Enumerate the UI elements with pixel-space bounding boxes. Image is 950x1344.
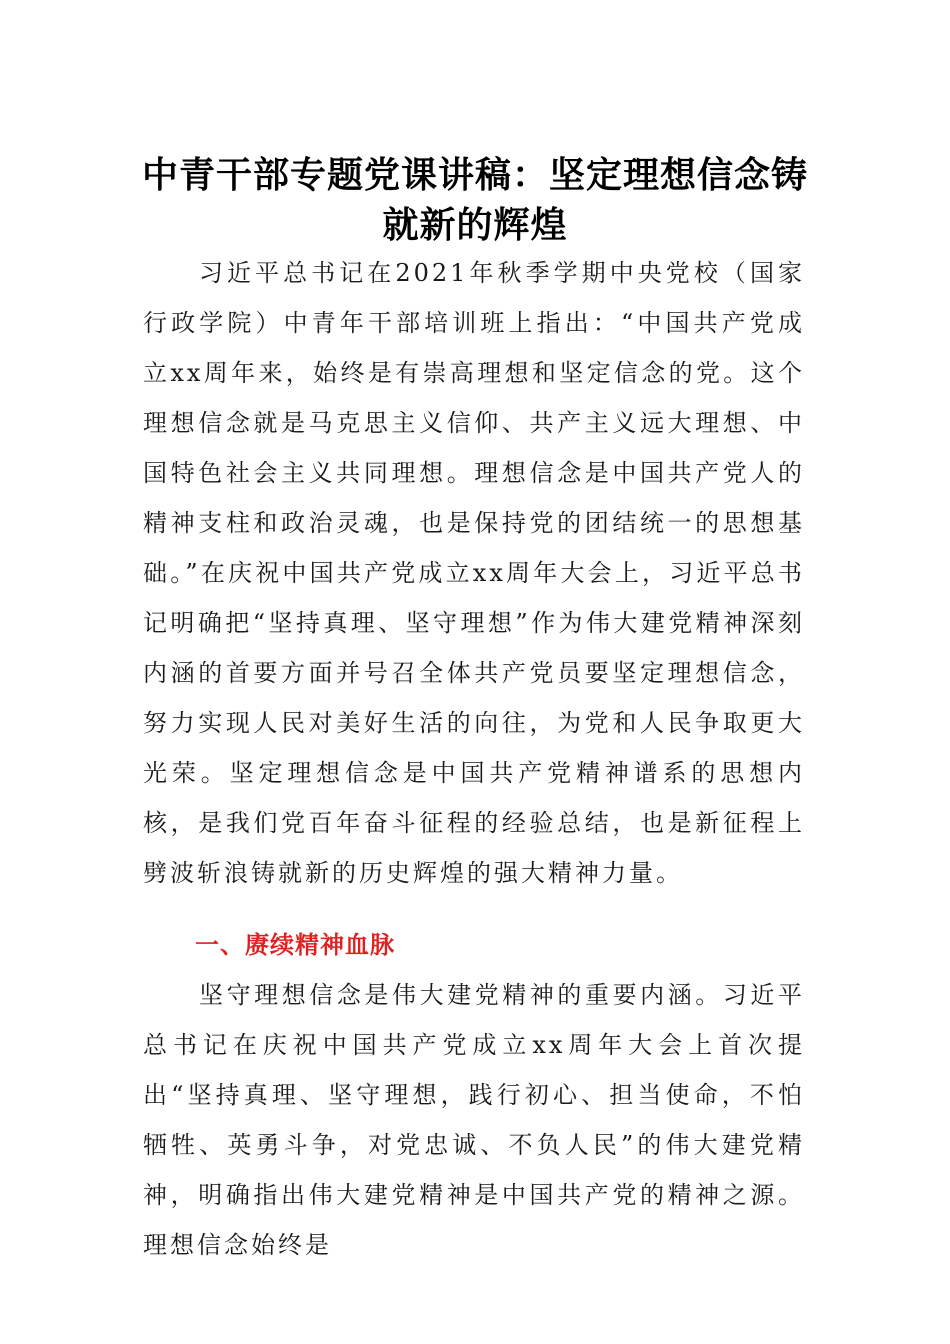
body-paragraph-1-container xyxy=(143,248,805,898)
document-title: 中青干部专题党课讲稿：坚定理想信念铸就新的辉煌 xyxy=(141,154,808,246)
section-heading: 一、赓续精神血脉 xyxy=(195,931,395,959)
body-paragraph: 习近平总书记在2021年秋季学期中央党校（国家行政学院）中青年干部培训班上指出：“中国共产党成立xx周年来，始终是有崇高理想和坚定信念的党。这个理想信念就是马克思主义信仰、共产主义远大理想、中国特色社会主义共同理想。理想信念是中国共产党人的精神支柱和政治灵魂，也是保持党的团结统一的思想基础。”在庆祝中国共产党成立xx周年大会上，习近平总书记明确把“坚持真理、坚守理想”作为伟大建党精神深刻内涵的首要方面并号召全体共产党员要坚定理想信念，努力实现人民对美好生活的向往，为党和人民争取更大光荣。坚定理想信念是中国共产党精神谱系的思想内核，是我们党百年奋斗征程的经验总结，也是新征程上劈波斩浪铸就新的历史辉煌的强大精神力量。 xyxy=(143,259,805,887)
body-paragraph: 坚守理想信念是伟大建党精神的重要内涵。习近平总书记在庆祝中国共产党成立xx周年大会上首次提出“坚持真理、坚守理想，践行初心、担当使命，不怕牺牲、英勇斗争，对党忠诚、不负人民”的伟大建党精神，明确指出伟大建党精神是中国共产党的精神之源。理想信念始终是 xyxy=(143,981,805,1259)
body-paragraph-2-container xyxy=(143,970,805,1270)
